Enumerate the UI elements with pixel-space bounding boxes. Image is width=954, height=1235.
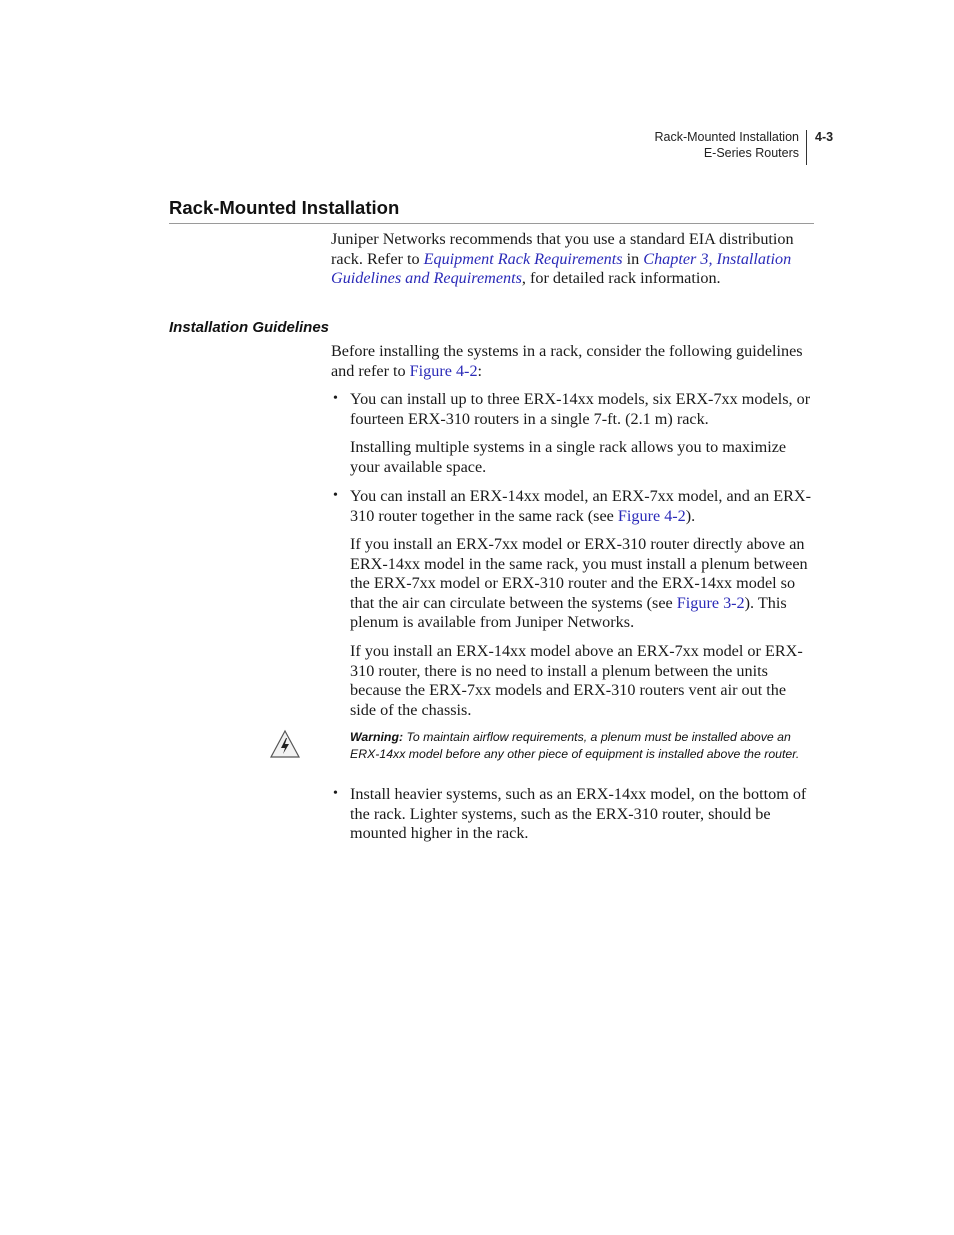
bullet-2-text-2: ). [685, 506, 696, 525]
bullet-2-paragraph-2 [350, 535, 816, 633]
bullet-2-text [350, 487, 816, 526]
guidelines-intro-text-2: : [477, 361, 483, 380]
guidelines-intro-paragraph [331, 342, 816, 381]
warning-text: To maintain airflow requirements, a plenum must be installed above an ERX-14xx model before any other piece of equipment is installed above the router. [350, 730, 800, 761]
warning-label: Warning: [350, 730, 404, 744]
link-figure-3-2[interactable]: Figure 3-2 [676, 593, 745, 612]
bullet-3-text: Install heavier systems, such as an ERX-14xx model, on the bottom of the rack. Lighter systems, such as the ERX-310 router, should be mounted higher in the rack. [350, 785, 807, 842]
bullet-marker: • [333, 391, 338, 406]
bullet-2-paragraph-3: If you install an ERX-14xx model above an ERX-7xx model or ERX-310 router, there is no need to install a plenum between the units because the ERX-7xx models and ERX-310 routers vent air out the side of the chassis. [350, 642, 803, 719]
intro-paragraph [331, 230, 816, 289]
page-number: 4-3 [815, 130, 834, 144]
section-heading: Rack-Mounted Installation [169, 197, 400, 218]
guidelines-intro-text-1: Before installing the systems in a rack, consider the following guidelines and refer to [331, 342, 803, 380]
bullet-marker: • [333, 488, 338, 503]
intro-text-3: , for detailed rack information. [521, 269, 721, 287]
bullet-1-followup: Installing multiple systems in a single rack allows you to maximize your available space. [350, 438, 787, 476]
intro-text-1: Juniper Networks recommends that you use a standard EIA distribution rack. Refer to [331, 230, 794, 268]
header-titles [654, 129, 799, 161]
bullet-marker: • [333, 786, 338, 801]
intro-text-2: in [622, 249, 644, 268]
header-product-title: E-Series Routers [703, 146, 799, 160]
warning-lightning-icon [269, 729, 301, 759]
warning-note [350, 729, 816, 762]
bullet-2-p2-text-2: ). This plenum is available from Juniper Networks. [350, 593, 787, 631]
header-section-title: Rack-Mounted Installation [654, 130, 799, 144]
link-figure-4-2[interactable]: Figure 4-2 [409, 361, 478, 380]
bullet-1-text: You can install up to three ERX-14xx models, six ERX-7xx models, or fourteen ERX-310 routers in a single 7-ft. (2.1 m) rack. [350, 390, 811, 428]
subsection-heading: Installation Guidelines [169, 319, 330, 336]
heading-rule [169, 223, 814, 224]
bullet-2-text-1: You can install an ERX-14xx model, an ERX-7xx model, and an ERX-310 router together in the same rack (see [350, 487, 811, 525]
link-figure-4-2[interactable]: Figure 4-2 [617, 506, 686, 525]
bullet-2-p2-text-1: If you install an ERX-7xx model or ERX-310 router directly above an ERX-14xx model in the same rack, you must install a plenum between the ERX-7xx model or ERX-310 router and the ERX-14xx model so that the air can circulate between the systems (see [350, 535, 808, 612]
header-divider [806, 130, 807, 165]
link-chapter-3[interactable]: Chapter 3, Installation Guidelines and Requirements [331, 249, 792, 287]
link-equipment-rack-requirements[interactable]: Equipment Rack Requirements [423, 249, 623, 268]
